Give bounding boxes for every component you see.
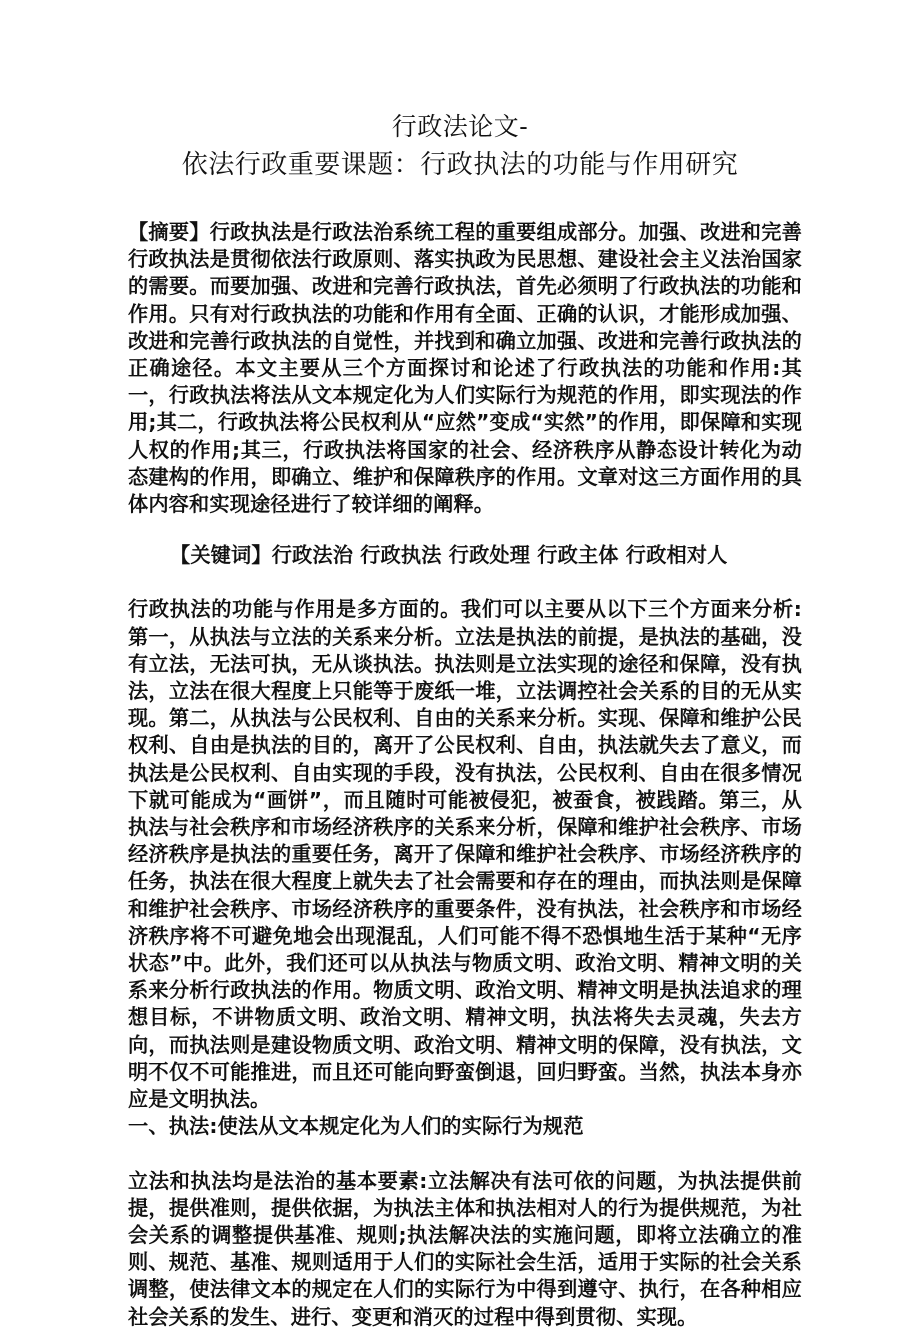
keywords-line: 【关键词】行政法治 行政执法 行政处理 行政主体 行政相对人 bbox=[170, 543, 728, 568]
title-line-1: 行政法论文- bbox=[391, 112, 529, 141]
document-body bbox=[128, 219, 802, 1331]
closing-paragraph: 立法和执法均是法治的基本要素:立法解决有法可依的问题，为执法提供前提，提供准则，提供依据，为执法主体和执法相对人的行为提供规范，为社会关系的调整提供基准、规则;执法解决法的实施问题，即将立法确立的准则、规范、基准、规则适用于人们的实际社会生活，适用于实际的社会关系调整，使法律文本的规定在人们的实际行为中得到遵守、执行，在各种相应社会关系的发生、进行、变更和消灭的过程中得到贯彻、实现。 bbox=[128, 1168, 802, 1329]
section-heading-1: 一、执法:使法从文本规定化为人们的实际行为规范 bbox=[128, 1114, 584, 1139]
document-title bbox=[0, 108, 920, 184]
body-paragraph: 行政执法的功能与作用是多方面的。我们可以主要从以下三个方面来分析:第一，从执法与立法的关系来分析。立法是执法的前提，是执法的基础，没有立法，无法可执，无从谈执法。执法则是立法实现的途径和保障，没有执法，立法在很大程度上只能等于废纸一堆，立法调控社会关系的目的无从实现。第二，从执法与公民权利、自由的关系来分析。实现、保障和维护公民权利、自由是执法的目的，离开了公民权利、自由，执法就失去了意义，而执法是公民权利、自由实现的手段，没有执法，公民权利、自由在很多情况下就可能成为“画饼”，而且随时可能被侵犯，被蚕食，被践踏。第三，从执法与社会秩序和市场经济秩序的关系来分析，保障和维护社会秩序、市场经济秩序是执法的重要任务，离开了保障和维护社会秩序、市场经济秩序的任务，执法在很大程度上就失去了社会需要和存在的理由，而执法则是保障和维护社会秩序、市场经济秩序的重要条件，没有执法，社会秩序和市场经济秩序将不可避免地会出现混乱，人们可能不得不恐惧地生活于某种“无序状态”中。此外，我们还可以从执法与物质文明、政治文明、精神文明的关系来分析行政执法的作用。物质文明、政治文明、精神文明是执法追求的理想目标，不讲物质文明、政治文明、精神文明，执法将失去灵魂，失去方向，而执法则是建设物质文明、政治文明、精神文明的保障，没有执法，文明不仅不可能推进，而且还可能向野蛮倒退，回归野蛮。当然，执法本身亦应是文明执法。 bbox=[128, 597, 802, 1112]
abstract-paragraph: 【摘要】行政执法是行政法治系统工程的重要组成部分。加强、改进和完善行政执法是贯彻依法行政原则、落实执政为民思想、建设社会主义法治国家的需要。而要加强、改进和完善行政执法，首先必须明了行政执法的功能和作用。只有对行政执法的功能和作用有全面、正确的认识，才能形成加强、改进和完善行政执法的自觉性，并找到和确立加强、改进和完善行政执法的正确途径。本文主要从三个方面探讨和论述了行政执法的功能和作用:其一，行政执法将法从文本规定化为人们实际行为规范的作用，即实现法的作用;其二，行政执法将公民权利从“应然”变成“实然”的作用，即保障和实现人权的作用;其三，行政执法将国家的社会、经济秩序从静态设计转化为动态建构的作用，即确立、维护和保障秩序的作用。文章对这三方面作用的具体内容和实现途径进行了较详细的阐释。 bbox=[128, 220, 802, 517]
title-line-2: 依法行政重要课题：行政执法的功能与作用研究 bbox=[181, 150, 739, 180]
